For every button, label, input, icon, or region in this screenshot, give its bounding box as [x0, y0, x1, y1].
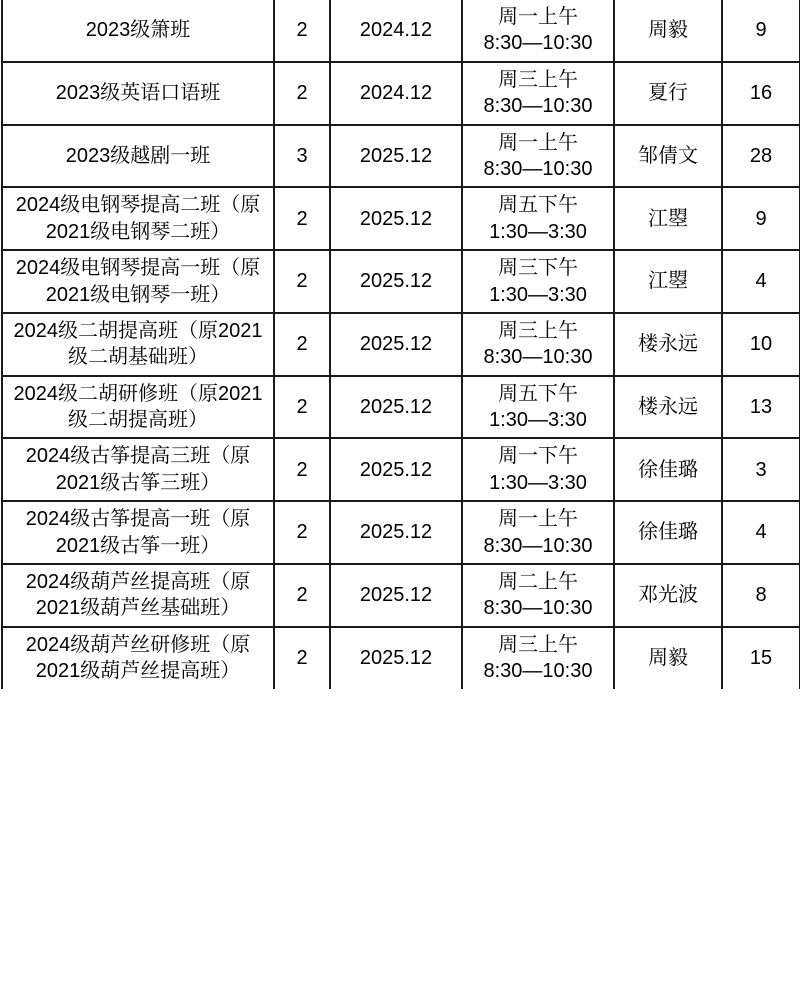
table-row: [2, 438, 800, 501]
cell-credit: 2: [274, 376, 330, 439]
cell-count: 16: [722, 62, 800, 125]
cell-teacher: 楼永远: [614, 313, 722, 376]
cell-count: 15: [722, 627, 800, 689]
time-range: 8:30—10:30: [483, 346, 593, 369]
cell-credit: 2: [274, 187, 330, 250]
table-row: [2, 501, 800, 564]
cell-count: 8: [722, 564, 800, 627]
cell-class-name: 2024级葫芦丝提高班（原2021级葫芦丝基础班）: [2, 564, 274, 627]
time-range: 8:30—10:30: [483, 597, 593, 620]
cell-teacher: 徐佳璐: [614, 501, 722, 564]
time-range: 8:30—10:30: [483, 660, 593, 683]
cell-time: [462, 187, 614, 250]
cell-teacher: 徐佳璐: [614, 438, 722, 501]
cell-date: 2025.12: [330, 376, 462, 439]
cell-count: 13: [722, 376, 800, 439]
table-body: [2, 0, 800, 689]
time-day: 周三上午: [498, 633, 578, 656]
cell-class-name: 2024级二胡提高班（原2021级二胡基础班）: [2, 313, 274, 376]
cell-date: 2025.12: [330, 627, 462, 689]
cell-credit: 2: [274, 564, 330, 627]
table-row: [2, 62, 800, 125]
cell-count: 4: [722, 501, 800, 564]
time-day: 周五下午: [498, 382, 578, 405]
cell-credit: 2: [274, 0, 330, 62]
table-row: [2, 564, 800, 627]
time-day: 周二上午: [498, 571, 578, 594]
cell-time: [462, 438, 614, 501]
cell-class-name: 2024级电钢琴提高二班（原2021级电钢琴二班）: [2, 187, 274, 250]
cell-date: 2025.12: [330, 313, 462, 376]
time-range: 1:30—3:30: [489, 409, 587, 432]
table-row: [2, 250, 800, 313]
cell-time: [462, 501, 614, 564]
time-day: 周一下午: [498, 445, 578, 468]
cell-count: 10: [722, 313, 800, 376]
time-day: 周三上午: [498, 319, 578, 342]
cell-teacher: 邹倩文: [614, 125, 722, 188]
cell-class-name: 2023级英语口语班: [2, 62, 274, 125]
cell-time: [462, 627, 614, 689]
cell-teacher: 楼永远: [614, 376, 722, 439]
cell-teacher: 江曌: [614, 187, 722, 250]
cell-time: [462, 0, 614, 62]
cell-time: [462, 250, 614, 313]
cell-time: [462, 125, 614, 188]
cell-class-name: 2024级葫芦丝研修班（原2021级葫芦丝提高班）: [2, 627, 274, 689]
cell-teacher: 周毅: [614, 0, 722, 62]
time-day: 周三上午: [498, 68, 578, 91]
cell-date: 2024.12: [330, 0, 462, 62]
cell-credit: 2: [274, 627, 330, 689]
cell-date: 2025.12: [330, 564, 462, 627]
cell-time: [462, 376, 614, 439]
table-row: [2, 187, 800, 250]
cell-credit: 2: [274, 501, 330, 564]
time-day: 周一上午: [498, 131, 578, 154]
table-row: [2, 313, 800, 376]
cell-date: 2025.12: [330, 125, 462, 188]
cell-teacher: 邓光波: [614, 564, 722, 627]
cell-count: 3: [722, 438, 800, 501]
cell-teacher: 江曌: [614, 250, 722, 313]
table-row: [2, 627, 800, 689]
cell-time: [462, 62, 614, 125]
cell-class-name: 2024级古筝提高三班（原2021级古筝三班）: [2, 438, 274, 501]
cell-count: 9: [722, 0, 800, 62]
time-range: 1:30—3:30: [489, 283, 587, 306]
cell-count: 4: [722, 250, 800, 313]
cell-time: [462, 313, 614, 376]
cell-teacher: 周毅: [614, 627, 722, 689]
time-range: 8:30—10:30: [483, 157, 593, 180]
cell-date: 2025.12: [330, 250, 462, 313]
time-range: 8:30—10:30: [483, 95, 593, 118]
cell-time: [462, 564, 614, 627]
course-schedule-table: [1, 0, 800, 689]
cell-count: 9: [722, 187, 800, 250]
cell-credit: 2: [274, 62, 330, 125]
cell-credit: 2: [274, 313, 330, 376]
cell-credit: 2: [274, 438, 330, 501]
time-range: 8:30—10:30: [483, 534, 593, 557]
time-day: 周三下午: [498, 257, 578, 280]
cell-credit: 2: [274, 250, 330, 313]
cell-class-name: 2023级越剧一班: [2, 125, 274, 188]
table-row: [2, 0, 800, 62]
cell-class-name: 2024级电钢琴提高一班（原2021级电钢琴一班）: [2, 250, 274, 313]
cell-date: 2025.12: [330, 438, 462, 501]
time-day: 周五下午: [498, 194, 578, 217]
cell-class-name: 2024级二胡研修班（原2021级二胡提高班）: [2, 376, 274, 439]
cell-count: 28: [722, 125, 800, 188]
time-day: 周一上午: [498, 508, 578, 531]
time-range: 8:30—10:30: [483, 32, 593, 55]
cell-date: 2025.12: [330, 187, 462, 250]
cell-class-name: 2024级古筝提高一班（原2021级古筝一班）: [2, 501, 274, 564]
cell-class-name: 2023级箫班: [2, 0, 274, 62]
table-row: [2, 376, 800, 439]
time-range: 1:30—3:30: [489, 220, 587, 243]
time-day: 周一上午: [498, 6, 578, 28]
table-row: [2, 125, 800, 188]
cell-date: 2024.12: [330, 62, 462, 125]
cell-credit: 3: [274, 125, 330, 188]
time-range: 1:30—3:30: [489, 471, 587, 494]
cell-teacher: 夏行: [614, 62, 722, 125]
cell-date: 2025.12: [330, 501, 462, 564]
